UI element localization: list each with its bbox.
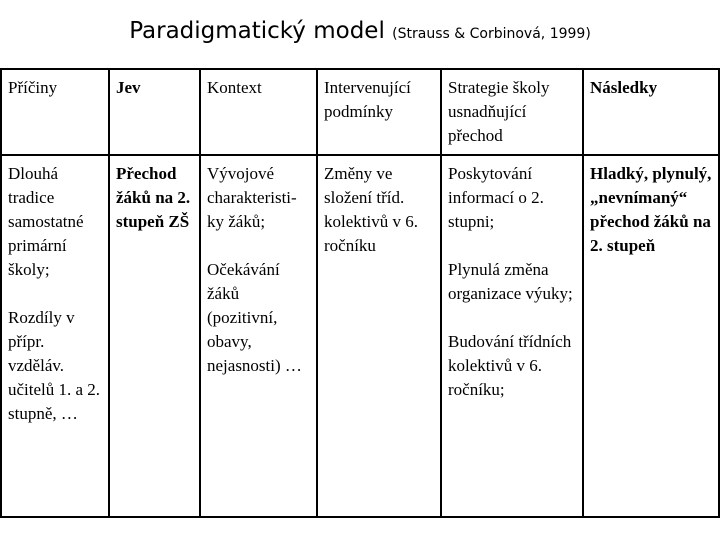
header-row [1,69,719,155]
body-row [1,155,719,517]
header-priciny: Příčiny [1,69,109,155]
header-kontext: Kontext [200,69,317,155]
strategie-item-2: Plynulá změna organizace výuky; [448,260,573,303]
cell-kontext [200,155,317,517]
priciny-item-2: Rozdíly v přípr. vzděláv. učitelů 1. a 2. stupně, … [8,308,101,423]
header-strategie: Strategie školy usnadňující přechod [441,69,583,155]
title-main: Paradigmatický model [129,18,385,44]
header-jev-text: Jev [116,78,141,97]
page-title [0,18,720,44]
strategie-item-1: Poskytování informací o 2. stupni; [448,164,544,231]
nasledky-text: Hladký, plynulý, „nevnímaný“ přechod žáků na 2. stupeň [590,164,712,255]
cell-strategie [441,155,583,517]
jev-text: Přechod žáků na 2. stupeň ZŠ [116,164,191,231]
kontext-item-1: Vývojové charakteristi-ky žáků; [207,164,297,231]
paradigm-table [0,68,720,518]
cell-nasledky [583,155,719,517]
cell-jev [109,155,200,517]
kontext-item-2: Očekávání žáků (pozitivní, obavy, nejasnosti) … [207,260,302,375]
strategie-item-3: Budování třídních kolektivů v 6. ročníku; [448,332,572,399]
intervenujici-text: Změny ve složení tříd. kolektivů v 6. ročníku [324,164,418,255]
header-intervenujici: Intervenující podmínky [317,69,441,155]
header-jev [109,69,200,155]
header-nasledky-text: Následky [590,78,658,97]
title-citation: (Strauss & Corbinová, 1999) [392,26,591,42]
cell-priciny [1,155,109,517]
header-nasledky [583,69,719,155]
priciny-item-1: Dlouhá tradice samostatné primární školy; [8,164,84,279]
cell-intervenujici [317,155,441,517]
